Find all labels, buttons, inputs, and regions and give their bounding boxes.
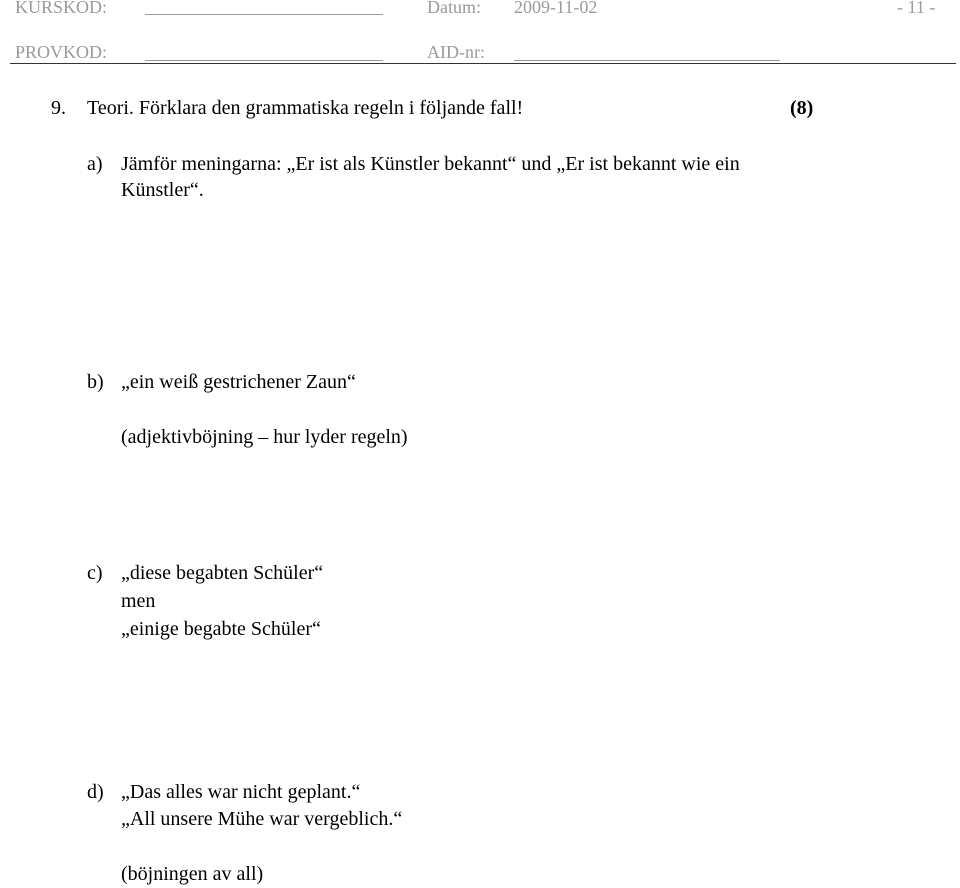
item-d-line1: „Das alles war nicht geplant.“: [121, 781, 361, 803]
kurskod-blank-line: [145, 14, 383, 15]
datum-label: Datum:: [427, 0, 481, 17]
item-b-letter: b): [87, 371, 104, 393]
question-points: (8): [790, 97, 814, 119]
aid-label: AID-nr:: [427, 42, 485, 62]
item-b-line2: (adjektivböjning – hur lyder regeln): [121, 426, 408, 448]
item-a-line1: Jämför meningarna: „Er ist als Künstler bekannt“ und „Er ist bekannt wie ein: [121, 153, 740, 175]
item-a-line2: Künstler“.: [121, 179, 204, 201]
item-c-line3: „einige begabte Schüler“: [121, 618, 321, 640]
item-c-letter: c): [87, 562, 103, 584]
kurskod-label: KURSKOD:: [15, 0, 108, 17]
item-c-line2: men: [121, 590, 156, 612]
item-d-line3: (böjningen av all): [121, 863, 264, 885]
aid-blank-line: [514, 60, 780, 61]
question-text: Teori. Förklara den grammatiska regeln i följande fall!: [87, 97, 524, 119]
item-d-letter: d): [87, 781, 104, 803]
item-b-line1: „ein weiß gestrichener Zaun“: [121, 371, 356, 393]
item-d-line2: „All unsere Mühe war vergeblich.“: [121, 808, 403, 830]
header-divider: [10, 63, 956, 64]
page-number: - 11 -: [897, 0, 936, 17]
question-number: 9.: [51, 97, 66, 119]
provkod-label: PROVKOD:: [15, 42, 108, 62]
item-a-letter: a): [87, 153, 103, 175]
item-c-line1: „diese begabten Schüler“: [121, 562, 324, 584]
provkod-blank-line: [145, 60, 383, 61]
datum-value: 2009-11-02: [514, 0, 598, 17]
